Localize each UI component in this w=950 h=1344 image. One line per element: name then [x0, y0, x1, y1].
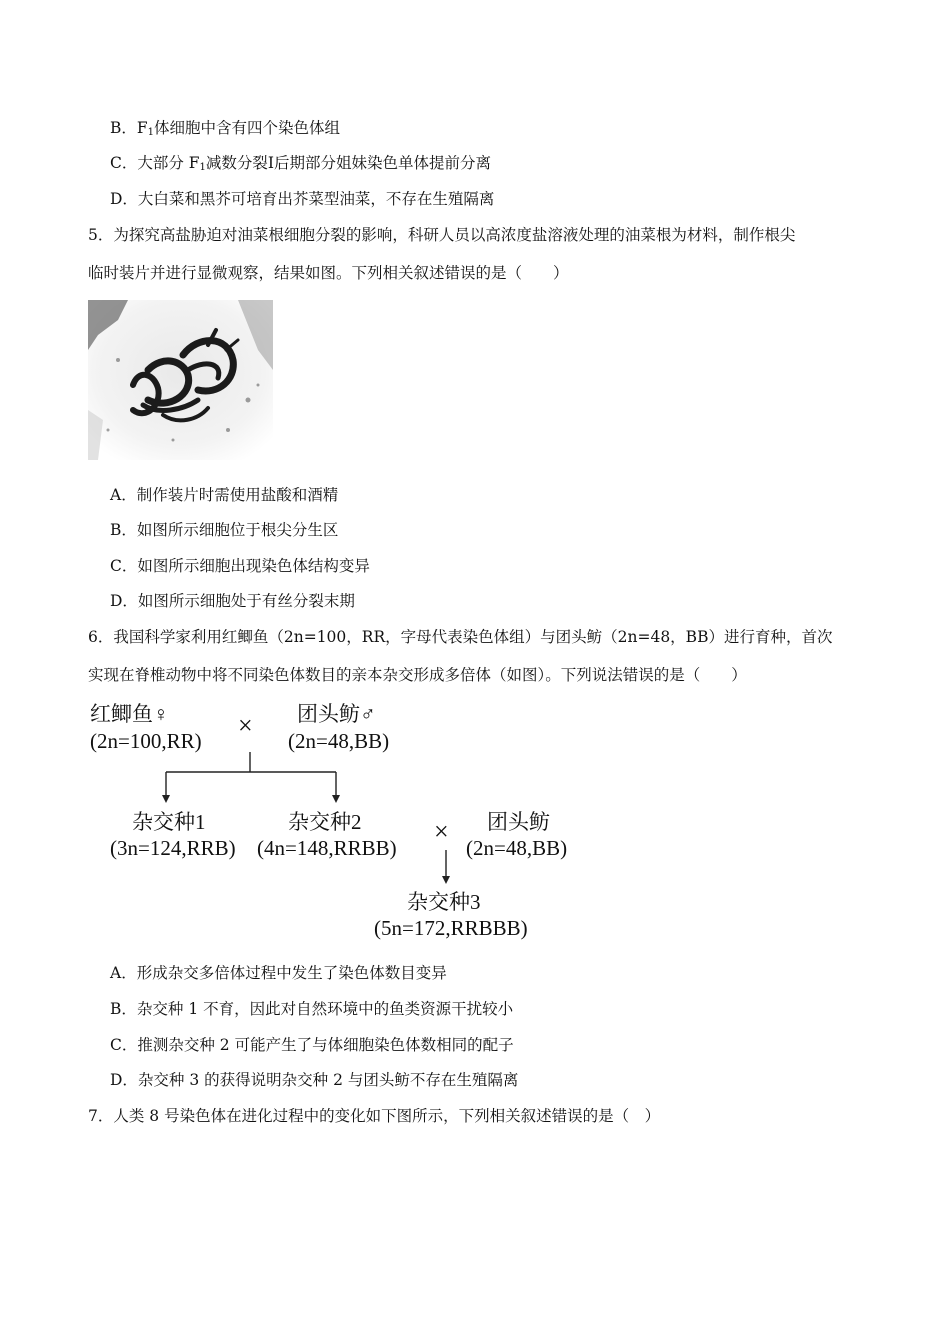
q6-option-d: D．杂交种 3 的获得说明杂交种 2 与团头鲂不存在生殖隔离 [110, 1071, 519, 1089]
q6-option-b: B．杂交种 1 不育，因此对自然环境中的鱼类资源干扰较小 [110, 1000, 514, 1018]
parent1-name: 红鲫鱼♀ [90, 702, 169, 726]
hybrid1-name: 杂交种1 [132, 810, 206, 834]
parent2-name: 团头鲂♂ [297, 702, 376, 726]
q6-option-a: A．形成杂交多倍体过程中发生了染色体数目变异 [110, 964, 447, 982]
parent1-info: (2n=100,RR) [90, 729, 202, 753]
q7-stem: 7．人类 8 号染色体在进化过程中的变化如下图所示，下列相关叙述错误的是（ ） [88, 1107, 661, 1125]
hybrid2-info: (4n=148,RRBB) [257, 836, 397, 860]
q5-stem-line2: 临时装片并进行显微观察，结果如图。下列相关叙述错误的是（ ） [88, 264, 569, 282]
cross-symbol-1: × [238, 711, 253, 740]
parent2-info: (2n=48,BB) [288, 729, 390, 753]
q5-option-c: C．如图所示细胞出现染色体结构变异 [110, 557, 370, 575]
hybrid1-info: (3n=124,RRB) [110, 836, 236, 860]
hybrid2-name: 杂交种2 [288, 810, 362, 834]
q4-option-d: D．大白菜和黑芥可培育出芥菜型油菜，不存在生殖隔离 [110, 190, 495, 208]
q6-stem-line2: 实现在脊椎动物中将不同染色体数目的亲本杂交形成多倍体（如图）。下列说法错误的是（ ） [88, 666, 747, 684]
parent3-name: 团头鲂 [487, 810, 550, 834]
q5-option-b: B．如图所示细胞位于根尖分生区 [110, 521, 339, 539]
parent3-info: (2n=48,BB) [466, 836, 568, 860]
q5-stem-line1: 5．为探究高盐胁迫对油菜根细胞分裂的影响，科研人员以高浓度盐溶液处理的油菜根为材料，制作根尖 [88, 226, 796, 244]
hybrid3-name: 杂交种3 [407, 890, 481, 914]
q6-stem-line1: 6．我国科学家利用红鲫鱼（2n=100，RR，字母代表染色体组）与团头鲂（2n=48，BB）进行育种，首次 [88, 628, 833, 646]
hybrid3-info: (5n=172,RRBBB) [374, 916, 528, 940]
q5-option-d: D．如图所示细胞处于有丝分裂末期 [110, 592, 355, 610]
q4-option-c: C．大部分 $F_1$减数分裂Ⅰ后期部分姐妹染色单体提前分离 [110, 154, 492, 173]
q4-option-b: B．$F_1$体细胞中含有四个染色体组 [110, 119, 341, 138]
q6-option-c: C．推测杂交种 2 可能产生了与体细胞染色体数相同的配子 [110, 1036, 514, 1054]
q5-option-a: A．制作装片时需使用盐酸和酒精 [110, 486, 339, 504]
cross-symbol-2: × [434, 817, 449, 846]
